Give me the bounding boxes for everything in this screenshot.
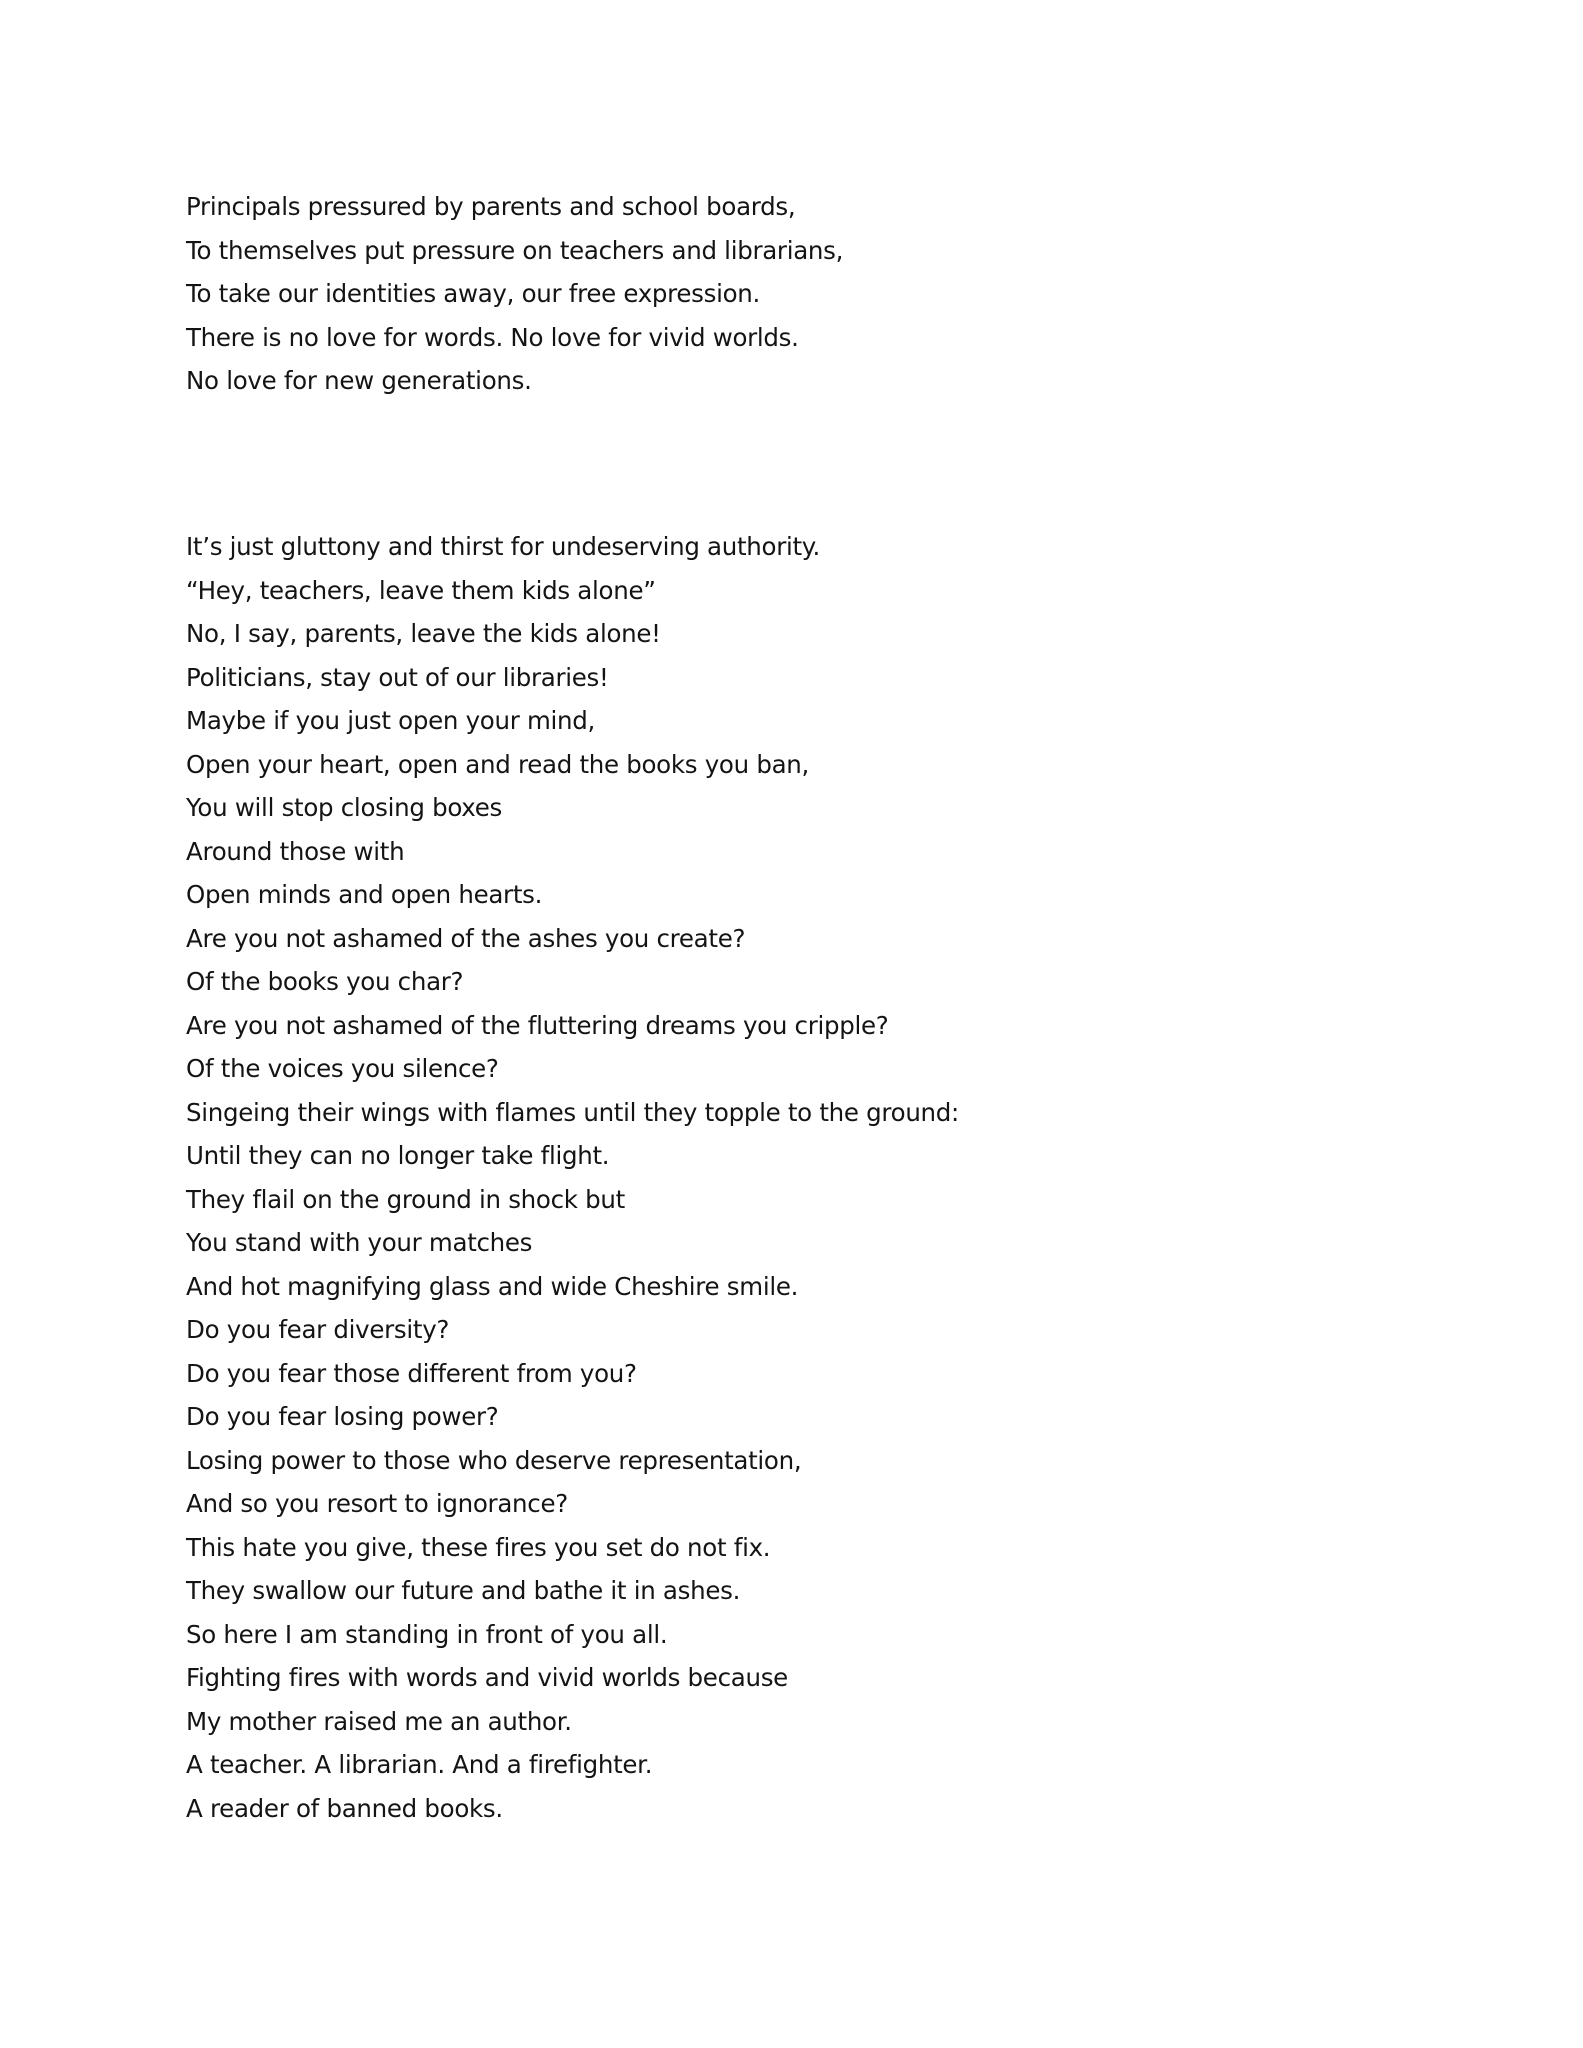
poem-line: Losing power to those who deserve representation, — [186, 1445, 802, 1475]
poem-line: A reader of banned books. — [186, 1793, 503, 1823]
poem-line: Of the voices you silence? — [186, 1054, 499, 1083]
poem-line: To themselves put pressure on teachers and librarians, — [186, 235, 844, 265]
poem-line: No love for new generations. — [186, 366, 532, 395]
poem-line: They flail on the ground in shock but — [186, 1184, 625, 1214]
poem-line: A teacher. A librarian. And a firefighter. — [186, 1750, 653, 1779]
poem-line: Open minds and open hearts. — [186, 880, 543, 909]
poem-line: Are you not ashamed of the ashes you create? — [186, 923, 746, 953]
poem-line: My mother raised me an author. — [186, 1706, 572, 1736]
poem-line: Of the books you char? — [186, 967, 464, 996]
poem-line: Singeing their wings with flames until they topple to the ground: — [186, 1097, 959, 1127]
poem-line: Around those with — [186, 836, 405, 866]
poem-line: There is no love for words. No love for vivid worlds. — [186, 322, 799, 352]
poem-line: Do you fear losing power? — [186, 1402, 499, 1431]
poem-line: Until they can no longer take flight. — [186, 1141, 610, 1170]
stanza-2 — [186, 525, 959, 1830]
poem-line: So here I am standing in front of you all. — [186, 1619, 668, 1649]
poem-line: Do you fear those different from you? — [186, 1358, 637, 1388]
poem-line: They swallow our future and bathe it in ashes. — [186, 1576, 741, 1605]
poem-line: You will stop closing boxes — [186, 793, 502, 822]
poem-line: No, I say, parents, leave the kids alone! — [186, 619, 661, 648]
poem-line: Do you fear diversity? — [186, 1315, 450, 1344]
poem-line: “Hey, teachers, leave them kids alone” — [186, 575, 656, 605]
poem-line: Open your heart, open and read the books you ban, — [186, 749, 809, 779]
poem-line: And so you resort to ignorance? — [186, 1489, 568, 1518]
poem-line: Politicians, stay out of our libraries! — [186, 662, 609, 692]
poem-line: You stand with your matches — [186, 1228, 533, 1257]
poem-line: Maybe if you just open your mind, — [186, 706, 596, 735]
poem-line: It’s just gluttony and thirst for undeserving authority. — [186, 532, 821, 561]
poem-line: This hate you give, these fires you set do not fix. — [186, 1532, 771, 1562]
poem-line: Fighting fires with words and vivid worlds because — [186, 1663, 788, 1692]
poem-line: Principals pressured by parents and school boards, — [186, 192, 796, 221]
poem-line: To take our identities away, our free expression. — [186, 279, 761, 308]
poem-line: And hot magnifying glass and wide Cheshire smile. — [186, 1271, 799, 1301]
stanza-1 — [186, 185, 843, 403]
poem-line: Are you not ashamed of the fluttering dreams you cripple? — [186, 1010, 889, 1040]
